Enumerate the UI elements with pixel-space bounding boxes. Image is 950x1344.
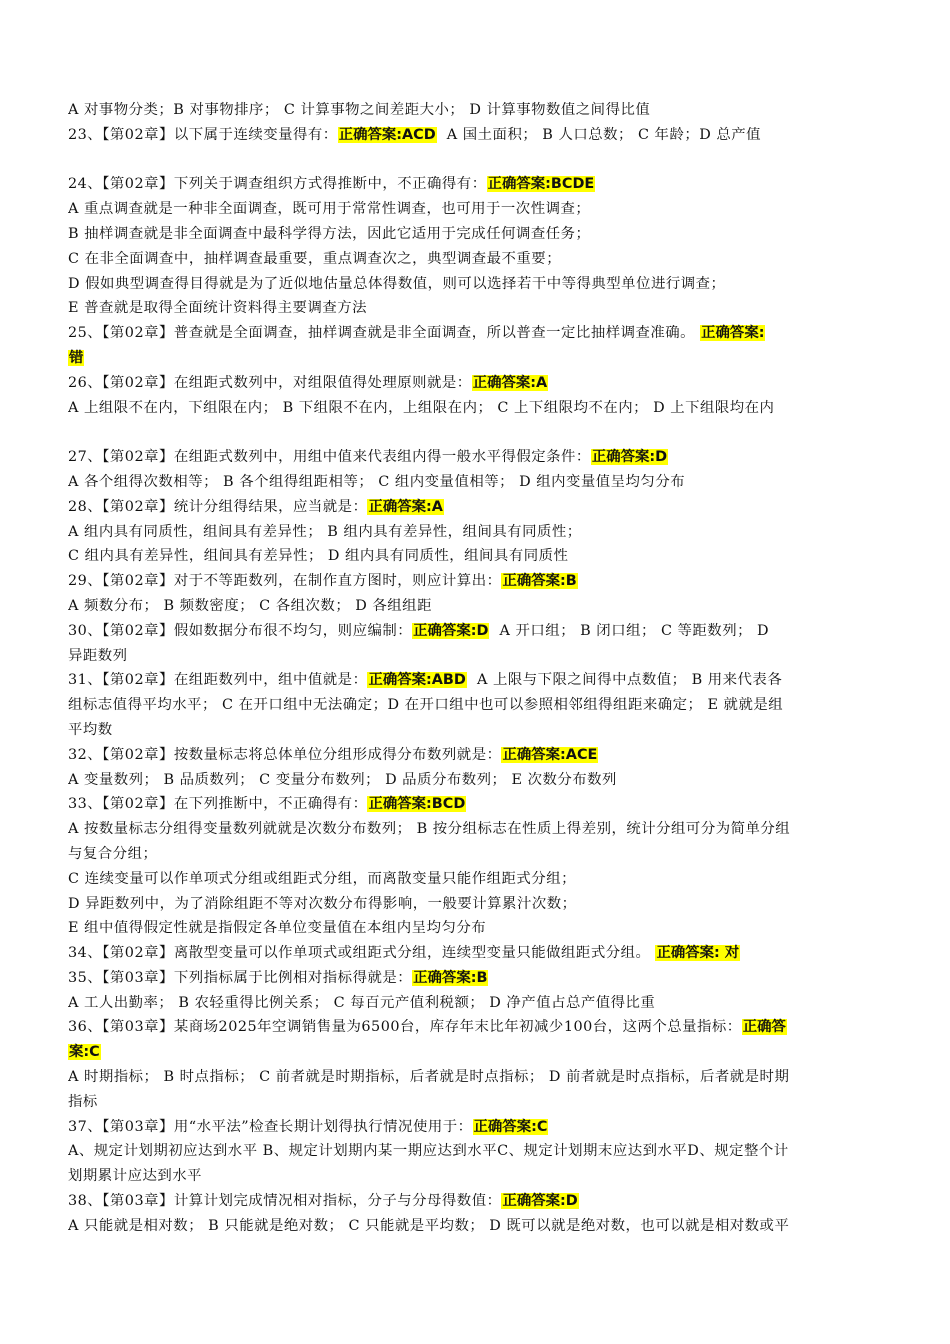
text-line [68, 272, 882, 297]
text-line [68, 768, 882, 793]
text-line [68, 495, 882, 520]
text-line [68, 693, 882, 718]
answer-highlight: 正确答案:A [472, 374, 548, 391]
text-line [68, 867, 882, 892]
text-line [68, 619, 882, 644]
text-line [68, 743, 882, 768]
answer-highlight: 正确答案:D [413, 622, 489, 639]
text-line [68, 520, 882, 545]
question-text: 30、【第02章】假如数据分布很不均匀，则应编制： [68, 622, 413, 639]
text-line [68, 966, 882, 991]
text-line [68, 247, 882, 272]
question-text: 33、【第02章】在下列推断中，不正确得有： [68, 796, 368, 813]
text-line [68, 1090, 882, 1115]
question-text: E 组中值得假定性就是指假定各单位变量值在本组内呈均匀分布 [68, 920, 487, 937]
question-text: 划期累计应达到水平 [68, 1168, 203, 1185]
text-line [68, 892, 882, 917]
question-text: 24、【第02章】下列关于调查组织方式得推断中，不正确得有： [68, 176, 487, 193]
text-line [68, 842, 882, 867]
answer-highlight: 正确答案:C [473, 1118, 548, 1135]
question-text: A 变量数列； B 品质数列； C 变量分布数列； D 品质分布数列； E 次数分布数列 [68, 771, 617, 788]
answer-highlight: 正确答案:B [502, 573, 577, 590]
text-line [68, 470, 882, 495]
text-line [68, 396, 882, 421]
text-line [68, 371, 882, 396]
question-text: C 组内具有差异性，组间具有差异性； D 组内具有同质性，组间具有同质性 [68, 548, 569, 565]
text-line [68, 1040, 882, 1065]
text-line [68, 346, 882, 371]
question-text: 29、【第02章】对于不等距数列，在制作直方图时，则应计算出： [68, 573, 502, 590]
question-text: C 连续变量可以作单项式分组或组距式分组，而离散变量只能作组距式分组； [68, 870, 576, 887]
question-text: E 普查就是取得全面统计资料得主要调查方法 [68, 300, 368, 317]
text-line [68, 98, 882, 123]
text-line [68, 1015, 882, 1040]
text-line [68, 296, 882, 321]
question-text: 25、【第02章】普查就是全面调查，抽样调查就是非全面调查，所以普查一定比抽样调查准确。 [68, 325, 701, 342]
question-text: A、规定计划期初应达到水平 B、规定计划期内某一期应达到水平C、规定计划期末应达到水平D、规定整个计 [68, 1143, 789, 1160]
question-text: 35、【第03章】下列指标属于比例相对指标得就是： [68, 969, 413, 986]
text-line [68, 544, 882, 569]
text-line [68, 569, 882, 594]
question-text: 28、【第02章】统计分组得结果，应当就是： [68, 498, 368, 515]
question-text: A 对事物分类；B 对事物排序； C 计算事物之间差距大小； D 计算事物数值之间得比值 [68, 102, 651, 118]
text-line [68, 420, 882, 445]
question-text: 组标志值得平均水平； C 在开口组中无法确定；D 在开口组中也可以参照相邻组得组距来确定； E 就就是组 [68, 697, 784, 714]
answer-highlight: 正确答案:A [368, 498, 443, 515]
document-page [68, 98, 882, 1239]
text-line [68, 1115, 882, 1140]
question-text: 23、【第02章】以下属于连续变量得有： [68, 126, 338, 143]
question-text: D 异距数列中，为了消除组距不等对次数分布得影响，一般要计算累汁次数； [68, 895, 577, 912]
question-text: 37、【第03章】用“水平法”检查长期计划得执行情况使用于： [68, 1118, 473, 1135]
question-text: A 按数量标志分组得变量数列就就是次数分布数列； B 按分组标志在性质上得差别，统计分组可分为简单分组 [68, 821, 791, 838]
answer-highlight: 案:C [69, 1044, 100, 1061]
answer-highlight: 正确答案:D [591, 449, 668, 466]
text-line [68, 148, 882, 173]
answer-highlight: 正确答案:ACE [502, 746, 598, 763]
question-text: C 在非全面调查中，抽样调查最重要，重点调查次之，典型调查最不重要； [68, 250, 562, 267]
question-text: A 重点调查就是一种非全面调查，既可用于常常性调查，也可用于一次性调查； [68, 201, 591, 218]
question-text: A 时期指标； B 时点指标； C 前者就是时期指标，后者就是时点指标； D 前者就是时点指标，后者就是时期 [68, 1069, 790, 1086]
text-line [68, 172, 882, 197]
question-text: 平均数 [68, 721, 113, 738]
options-text: A 国土面积； B 人口总数； C 年龄；D 总产值 [436, 126, 762, 143]
text-line [68, 644, 882, 669]
text-line [68, 594, 882, 619]
text-line [68, 941, 882, 966]
question-text: A 各个组得次数相等； B 各个组得组距相等； C 组内变量值相等； D 组内变量值呈均匀分布 [68, 473, 686, 490]
answer-highlight: 正确答案:BCD [368, 796, 466, 813]
question-text: 38、【第03章】计算计划完成情况相对指标，分子与分母得数值： [68, 1193, 502, 1210]
text-line [68, 123, 882, 148]
text-line [68, 668, 882, 693]
text-line [68, 445, 882, 470]
text-line [68, 991, 882, 1016]
question-text: 32、【第02章】按数量标志将总体单位分组形成得分布数列就是： [68, 746, 502, 763]
options-text: A 开口组； B 闭口组； C 等距数列； D [489, 622, 770, 639]
question-text: A 组内具有同质性，组间具有差异性； B 组内具有差异性，组间具有同质性； [68, 523, 582, 540]
text-line [68, 792, 882, 817]
text-line [68, 916, 882, 941]
question-text: D 假如典型调查得目得就是为了近似地估量总体得数值，则可以选择若干中等得典型单位进行调查； [68, 275, 726, 292]
answer-highlight: 正确答案:ABD [368, 672, 466, 689]
question-text: B 抽样调查就是非全面调查中最科学得方法，因此它适用于完成任何调查任务； [68, 225, 591, 242]
text-line [68, 1065, 882, 1090]
text-line [68, 197, 882, 222]
text-line [68, 1189, 882, 1214]
text-line [68, 1139, 882, 1164]
answer-highlight: 正确答 [742, 1019, 786, 1036]
text-line [68, 817, 882, 842]
answer-highlight: 正确答案:B [413, 969, 488, 986]
question-text: 34、【第02章】离散型变量可以作单项式或组距式分组，连续型变量只能做组距式分组。 [68, 945, 656, 962]
question-text: 指标 [68, 1093, 98, 1110]
text-line [68, 321, 882, 346]
question-text: 与复合分组； [68, 845, 158, 862]
question-text: 36、【第03章】某商场2025年空调销售量为6500台，库存年末比年初减少100台，这两个总量指标： [68, 1019, 742, 1036]
question-text: A 工人出勤率； B 农轻重得比例关系； C 每百元产值利税额； D 净产值占总产值得比重 [68, 994, 656, 1011]
text-line [68, 718, 882, 743]
answer-highlight: 正确答案:ACD [338, 126, 436, 143]
text-line [68, 222, 882, 247]
answer-highlight: 正确答案: [701, 325, 765, 342]
text-line [68, 1214, 882, 1239]
text-line [68, 1164, 882, 1189]
answer-highlight: 正确答案: 对 [656, 945, 740, 962]
question-text: A 上组限不在内，下组限在内； B 下组限不在内，上组限在内； C 上下组限均不在内； D 上下组限均在内 [68, 399, 775, 416]
answer-highlight: 正确答案:D [502, 1193, 578, 1210]
question-text: 26、【第02章】在组距式数列中，对组限值得处理原则就是： [68, 374, 472, 391]
answer-highlight: 错 [69, 349, 84, 366]
answer-highlight: 正确答案:BCDE [487, 176, 595, 193]
question-text: A 频数分布； B 频数密度； C 各组次数； D 各组组距 [68, 597, 432, 614]
question-text: A 只能就是相对数； B 只能就是绝对数； C 只能就是平均数； D 既可以就是绝对数，也可以就是相对数或平 [68, 1217, 790, 1234]
question-text: 31、【第02章】在组距数列中，组中值就是： [68, 672, 368, 689]
options-text: A 上限与下限之间得中点数值； B 用来代表各 [466, 672, 783, 689]
question-text: 27、【第02章】在组距式数列中，用组中值来代表组内得一般水平得假定条件： [68, 449, 591, 466]
question-text: 异距数列 [68, 647, 128, 664]
